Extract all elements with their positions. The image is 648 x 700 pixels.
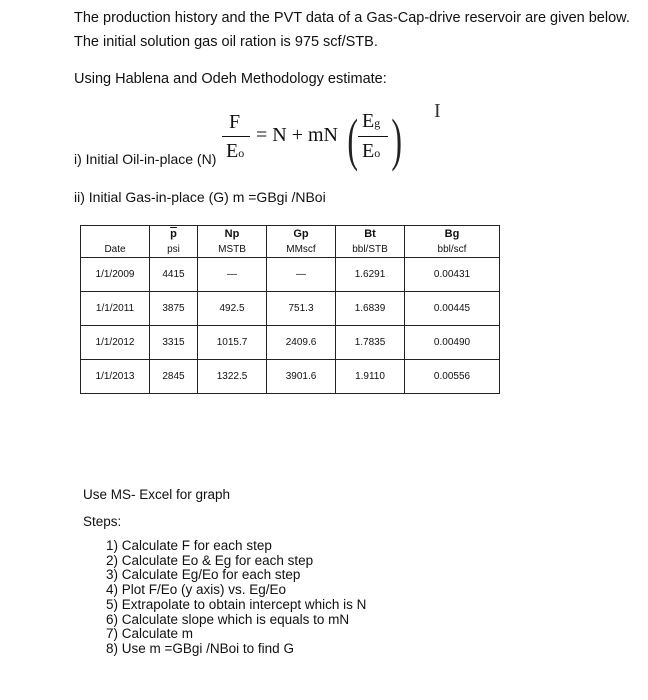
table-row: [81, 360, 500, 394]
table-cell: 4415: [150, 258, 198, 292]
eq-Eg: Eg: [362, 110, 381, 132]
table-cell: 1.6839: [336, 292, 405, 326]
question-2: ii) Initial Gas-in-place (G) m =GBgi /NBoi: [74, 189, 326, 205]
table-header-cell: MMscf: [267, 242, 336, 258]
list-item: 6) Calculate slope which is equals to mN: [106, 611, 350, 627]
table-header-cell: Np: [198, 226, 267, 243]
table-header-cell: Date: [81, 242, 150, 258]
table-header-cell: psi: [150, 242, 198, 258]
list-item: 3) Calculate Eg/Eo for each step: [106, 567, 301, 583]
steps-list: [106, 539, 366, 657]
table-header-cell: [81, 226, 150, 243]
table-cell: 0.00556: [405, 360, 500, 394]
table-symbol-row: [81, 226, 500, 243]
list-item: 5) Extrapolate to obtain intercept which is N: [106, 596, 367, 612]
pvt-data-table: [80, 225, 500, 394]
steps-title: Steps:: [83, 514, 122, 529]
intro-line-2: The initial solution gas oil ration is 975 scf/STB.: [74, 34, 378, 50]
table-cell: 3315: [150, 326, 198, 360]
table-cell: 2845: [150, 360, 198, 394]
table-row: [81, 292, 500, 326]
eq-Eo2: Eo: [362, 140, 381, 162]
eq-Eo: Eo: [226, 140, 245, 162]
table-cell: 0.00490: [405, 326, 500, 360]
table-header-cell: bbl/scf: [405, 242, 500, 258]
table-header-cell: Bt: [336, 226, 405, 243]
eq-left-paren: (: [347, 107, 358, 172]
table-cell: —: [267, 258, 336, 292]
table-cell: 3901.6: [267, 360, 336, 394]
question-1: i) Initial Oil-in-place (N): [74, 151, 217, 167]
table-cell: 1015.7: [198, 326, 267, 360]
table-cell: 1.7835: [336, 326, 405, 360]
table-row: [81, 326, 500, 360]
list-item: 1) Calculate F for each step: [106, 538, 272, 553]
table-cell: 1/1/2013: [81, 360, 150, 394]
list-item: 8) Use m =GBgi /NBoi to find G: [106, 640, 294, 656]
table-cell: 1/1/2009: [81, 258, 150, 292]
eq-F: F: [229, 111, 241, 133]
table-cell: 0.00431: [405, 258, 500, 292]
table-header-cell: $\overline{p}$: [150, 226, 198, 243]
table-cell: 1/1/2011: [81, 292, 150, 326]
eq-fraction-bar-2: [358, 136, 388, 137]
table-cell: 1322.5: [198, 360, 267, 394]
table-cell: 492.5: [198, 292, 267, 326]
table-header-cell: bbl/STB: [336, 242, 405, 258]
eq-fraction-bar: [222, 136, 250, 137]
excel-note: Use MS- Excel for graph: [83, 487, 231, 502]
table-cell: 1.6291: [336, 258, 405, 292]
intro-line-1: The production history and the PVT data of a Gas-Cap-drive reservoir are given below.: [74, 10, 630, 26]
eq-right-paren: ): [391, 107, 402, 172]
list-item: 4) Plot F/Eo (y axis) vs. Eg/Eo: [106, 582, 287, 598]
table-cell: 751.3: [267, 292, 336, 326]
list-item: 7) Calculate m: [106, 626, 194, 642]
table-cell: 3875: [150, 292, 198, 326]
table-row: [81, 258, 500, 292]
table-cell: —: [198, 258, 267, 292]
table-cell: 1/1/2012: [81, 326, 150, 360]
intro-line-3: Using Hablena and Odeh Methodology estimate:: [74, 71, 387, 87]
table-header-cell: Gp: [267, 226, 336, 243]
table-header-cell: MSTB: [198, 242, 267, 258]
eq-rhs: = N + mN: [256, 124, 339, 146]
table-cell: 0.00445: [405, 292, 500, 326]
table-unit-row: [81, 242, 500, 258]
table-header-cell: Bg: [405, 226, 500, 243]
text-cursor-icon: I: [434, 100, 441, 122]
list-item: 2) Calculate Eo & Eg for each step: [106, 552, 314, 568]
table-cell: 1.9110: [336, 360, 405, 394]
table-cell: 2409.6: [267, 326, 336, 360]
